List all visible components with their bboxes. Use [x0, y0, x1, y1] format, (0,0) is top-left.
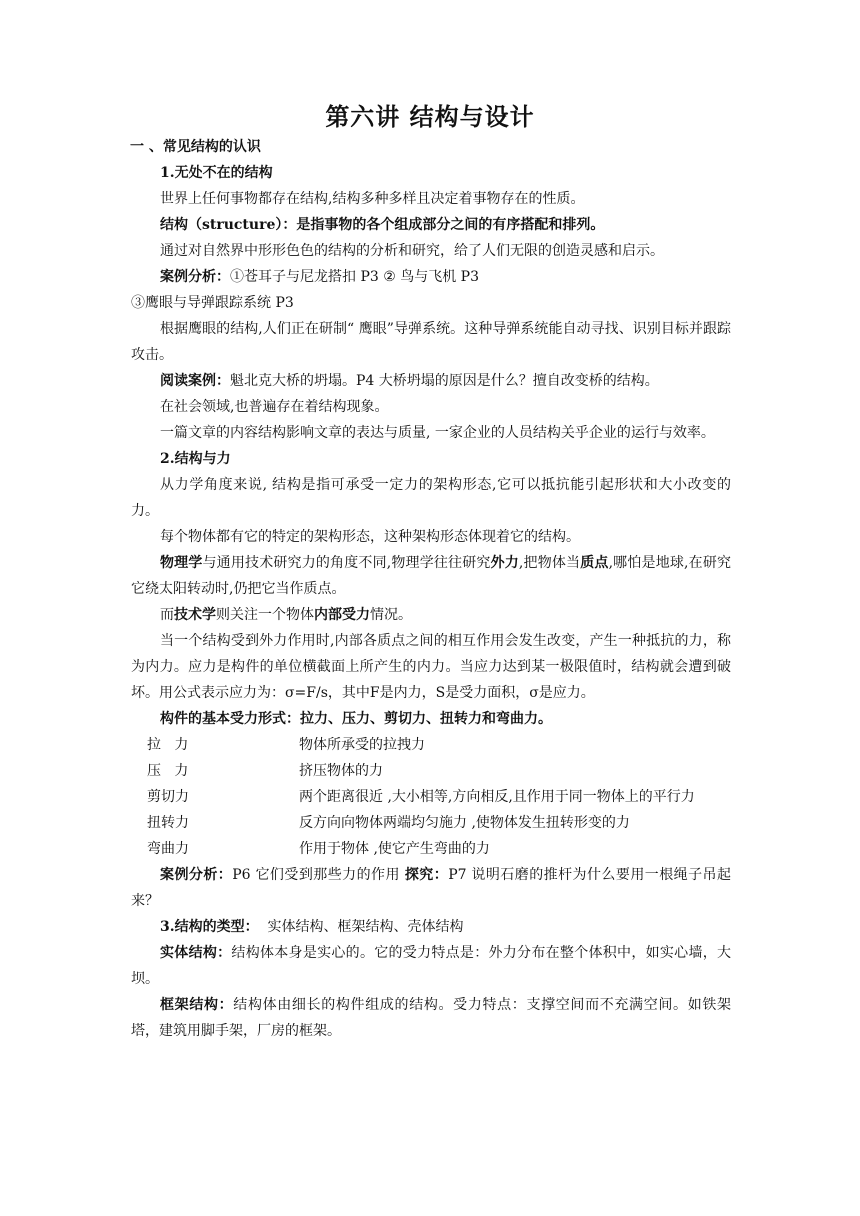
reading-label: 阅读案例：	[160, 373, 230, 389]
paragraph	[131, 550, 731, 602]
page-title: 第六讲 结构与设计	[325, 102, 535, 131]
paragraph: 从力学角度来说, 结构是指可承受一定力的架构形态,它可以抵抗能引起形状和大小改变的力。	[131, 477, 731, 519]
term: 内部受力	[314, 607, 370, 623]
explore-label: 探究：	[404, 867, 449, 883]
forces-heading: 构件的基本受力形式：拉力、压力、剪切力、扭转力和弯曲力。	[160, 711, 552, 727]
force-desc: 作用于物体 ,使它产生弯曲的力	[299, 841, 490, 857]
case-label: 案例分析：	[160, 269, 230, 285]
document-body	[131, 134, 731, 1044]
term: 外力	[490, 555, 519, 571]
paragraph: 根据鹰眼的结构,人们正在研制“ 鹰眼”导弹系统。这种导弹系统能自动寻找、识别目标并跟踪攻击。	[131, 321, 731, 363]
frame-structure	[131, 992, 731, 1044]
paragraph: 一篇文章的内容结构影响文章的表达与质量, 一家企业的人员结构关乎企业的运行与效率。	[160, 425, 715, 441]
subsection-heading-3	[131, 914, 731, 940]
forces-table	[131, 732, 731, 862]
term: 质点	[580, 555, 609, 571]
case-line-2: ③鹰眼与导弹跟踪系统 P3	[131, 295, 294, 311]
text: 情况。	[370, 607, 412, 623]
paragraph: 在社会领域,也普遍存在着结构现象。	[160, 399, 389, 415]
text: 结构体由细长的构件组成的结构。受力特点：支撑空间而不充满空间。如铁架塔，建筑用脚手架，厂房的框架。	[131, 997, 732, 1039]
case-text: P6 它们受到那些力的作用	[232, 867, 405, 883]
sub3-label: 3.结构的类型：	[160, 919, 259, 935]
paragraph	[131, 602, 731, 628]
force-name: 压 力	[147, 763, 189, 779]
reading-text: 魁北克大桥的坍塌。P4 大桥坍塌的原因是什么？擅自改变桥的结构。	[230, 373, 659, 389]
case-text: ①苍耳子与尼龙搭扣 P3 ② 鸟与飞机 P3	[230, 269, 480, 285]
term: 物理学	[160, 555, 203, 571]
solid-structure	[131, 940, 731, 992]
force-desc: 物体所承受的拉拽力	[299, 737, 425, 753]
paragraph: 世界上任何事物都存在结构,结构多种多样且决定着事物存在的性质。	[160, 191, 585, 207]
subsection-heading-2: 2.结构与力	[160, 451, 231, 467]
case-analysis-2	[131, 862, 731, 914]
force-name: 扭转力	[147, 815, 189, 831]
term: 实体结构：	[160, 945, 232, 961]
table-row	[131, 784, 731, 810]
subsection-heading-1: 1.无处不在的结构	[160, 165, 273, 181]
case-label: 案例分析：	[160, 867, 233, 883]
explore-text: P7 说明石磨的推杆为什么要用一根绳子吊起来？	[131, 867, 732, 909]
force-name: 弯曲力	[147, 841, 189, 857]
sub3-text: 实体结构、框架结构、壳体结构	[258, 919, 464, 935]
text: 与通用技术研究力的角度不同,物理学往往研究	[202, 555, 491, 571]
force-name: 剪切力	[147, 789, 189, 805]
reading-case	[131, 368, 731, 394]
table-row	[131, 758, 731, 784]
force-desc: 挤压物体的力	[299, 763, 383, 779]
force-desc: 反方向向物体两端均匀施力 ,使物体发生扭转形变的力	[299, 815, 630, 831]
text: 则关注一个物体	[216, 607, 314, 623]
text: ,把物体当	[518, 555, 581, 571]
paragraph: 每个物体都有它的特定的架构形态，这种架构形态体现着它的结构。	[160, 529, 580, 545]
paragraph: 当一个结构受到外力作用时,内部各质点之间的相互作用会发生改变，产生一种抵抗的力，称为内力。应力是构件的单位横截面上所产生的内力。当应力达到某一极限值时，结构就会遭到破坏。用公式表示应力为：σ=F/s，其中F是内力，S是受力面积，σ是应力。	[131, 633, 731, 701]
table-row	[131, 810, 731, 836]
table-row	[131, 732, 731, 758]
case-analysis	[131, 264, 731, 290]
text: 而	[160, 607, 174, 623]
force-name: 拉 力	[147, 737, 189, 753]
force-desc: 两个距离很近 ,大小相等,方向相反,且作用于同一物体上的平行力	[299, 789, 695, 805]
section-heading: 一 、常见结构的认识	[130, 139, 261, 155]
paragraph: 通过对自然界中形形色色的结构的分析和研究，给了人们无限的创造灵感和启示。	[160, 243, 664, 259]
term: 技术学	[174, 607, 216, 623]
text: ,哪怕是地球,在研究它绕太阳转动时,仍把它当作质点。	[131, 555, 732, 597]
definition: 结构（structure）：是指事物的各个组成部分之间的有序搭配和排列。	[160, 217, 605, 233]
table-row	[131, 836, 731, 862]
text: 结构体本身是实心的。它的受力特点是：外力分布在整个体积中，如实心墙，大坝。	[131, 945, 732, 987]
term: 框架结构：	[160, 997, 234, 1013]
